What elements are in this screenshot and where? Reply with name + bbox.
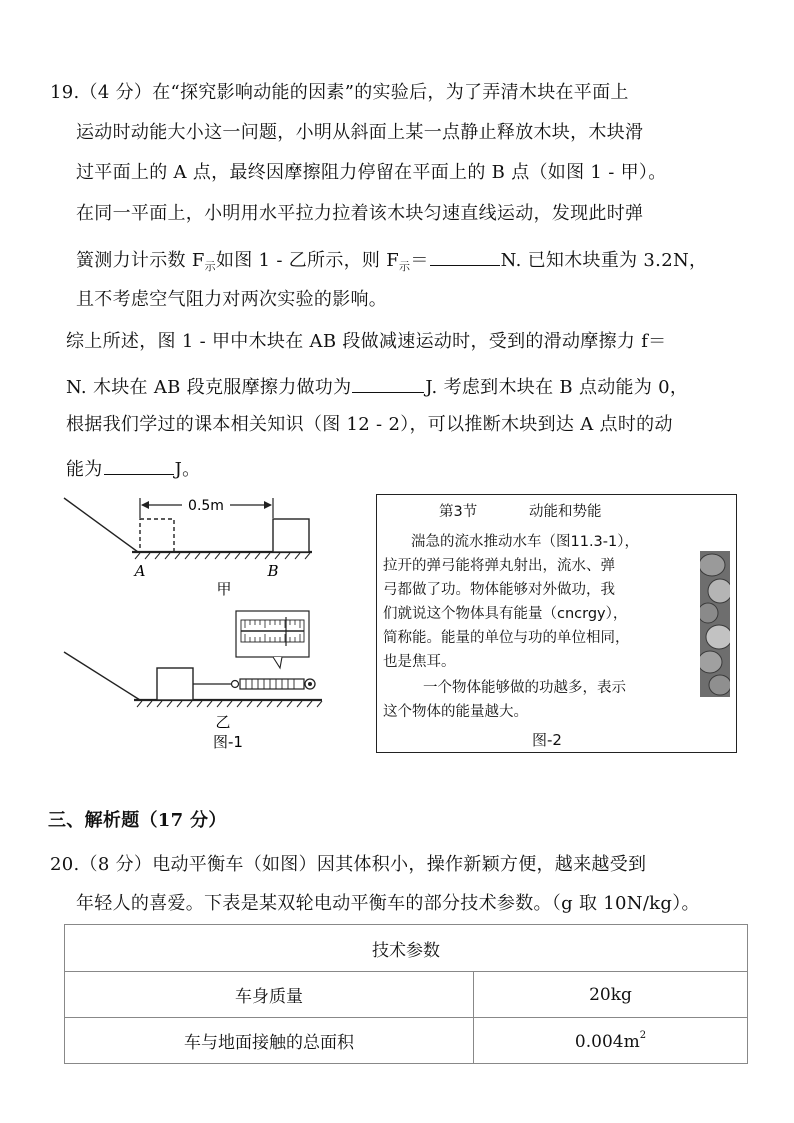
param-name: 车与地面接触的总面积 [65,1018,474,1064]
param-name: 车身质量 [65,972,474,1018]
tech-param-table [64,924,748,1064]
param-value-cell [474,1018,748,1064]
excerpt-line-2: 拉开的弹弓能将弹丸射出，流水、弹 [383,558,615,574]
block-at-a [140,519,174,552]
q19-line-7: 综上所述，图 1 - 甲中木块在 AB 段做减速运动时，受到的滑动摩擦力 f＝ [66,331,667,352]
excerpt-line-1: 湍急的流水推动水车（图11.3-1）， [411,534,639,550]
block-yi [157,668,193,700]
excerpt-section-title: 动能和势能 [529,504,602,520]
figure-2-caption: 图-2 [532,731,562,749]
q20-line-2: 年轻人的喜爱。下表是某双轮电动平衡车的部分技术参数。（g 取 10N/kg）。 [76,893,700,914]
excerpt-line-7: 一个物体能够做的功越多，表示 [423,680,626,696]
q19-line-5-a: 簧测力计示数 F [76,250,205,271]
q20-line-1: 20.（8 分）电动平衡车（如图）因其体积小，操作新颖方便，越来越受到 [50,854,647,875]
excerpt-line-8: 这个物体的能量越大。 [383,704,528,720]
point-a-label: A [134,562,146,580]
figure-2-textbook-excerpt [376,494,737,753]
excerpt-line-6: 也是焦耳。 [383,654,456,670]
table-header: 技术参数 [65,925,748,972]
q19-line-10 [66,455,200,482]
param-value-superscript: 2 [639,1029,647,1041]
q19-line-8-a: N. 木块在 AB 段克服摩擦力做功为 [66,377,352,398]
f-subscript-2: 示 [399,260,411,273]
excerpt-line-4: 们就说这个物体具有能量（cncrgy）， [383,606,628,622]
point-b-label: B [267,562,279,580]
figure-1-diagram [60,490,350,760]
label-jia: 甲 [216,580,232,598]
q19-line-4: 在同一平面上，小明用水平拉力拉着该木块匀速直线运动，发现此时弹 [76,203,644,224]
q19-line-8-b: J. 考虑到木块在 B 点动能为 0， [425,377,689,398]
q19-line-2: 运动时动能大小这一问题，小明从斜面上某一点静止释放木块，木块滑 [76,122,644,143]
excerpt-line-5: 简称能。能量的单位与功的单位相同， [383,630,630,646]
figure-1-caption: 图-1 [213,733,243,751]
excerpt-section-number: 第3节 [439,504,478,520]
stone-wall-image [700,551,730,697]
answer-blank-work[interactable] [352,373,424,393]
distance-label: 0.5m [188,498,224,514]
arrowhead-left [141,501,149,509]
ground-hatch-jia [135,553,310,559]
q19-line-8 [66,373,688,400]
label-yi: 乙 [215,713,231,731]
param-value: 20kg [474,972,748,1018]
table-row [65,972,748,1018]
table-row [65,1018,748,1064]
slope-jia [64,498,138,552]
ground-hatch-yi [137,701,322,707]
q19-line-10-b: J。 [174,459,201,480]
block-at-b [273,519,309,552]
q19-line-5-b: 如图 1 - 乙所示，则 F [215,250,400,271]
q19-line-6: 且不考虑空气阻力对两次实验的影响。 [76,289,388,310]
table-header-row [65,925,748,972]
f-subscript-1: 示 [204,260,216,273]
section-3-title: 三、解析题（17 分） [48,810,227,831]
answer-blank-f-reading[interactable] [430,246,500,266]
q19-line-1: 19.（4 分）在“探究影响动能的因素”的实验后，为了弄清木块在平面上 [50,82,629,103]
q19-line-10-a: 能为 [66,459,103,480]
param-value: 0.004m [574,1031,640,1052]
excerpt-line-3: 弓都做了功。物体能够对外做功，我 [383,582,615,598]
arrowhead-right [264,501,272,509]
slope-yi [64,652,140,700]
q19-line-9: 根据我们学过的课本相关知识（图 12 - 2），可以推断木块到达 A 点时的动 [66,414,673,435]
q19-line-5 [76,246,707,279]
q19-line-5-c: ＝ [410,250,429,271]
q19-line-3: 过平面上的 A 点，最终因摩擦阻力停留在平面上的 B 点（如图 1 - 甲）。 [76,162,667,183]
spring-scale-icon [232,679,316,689]
scale-magnified-view [236,611,309,668]
q19-line-5-d: N. 已知木块重为 3.2N， [500,250,708,271]
answer-blank-kinetic-energy[interactable] [104,455,174,475]
